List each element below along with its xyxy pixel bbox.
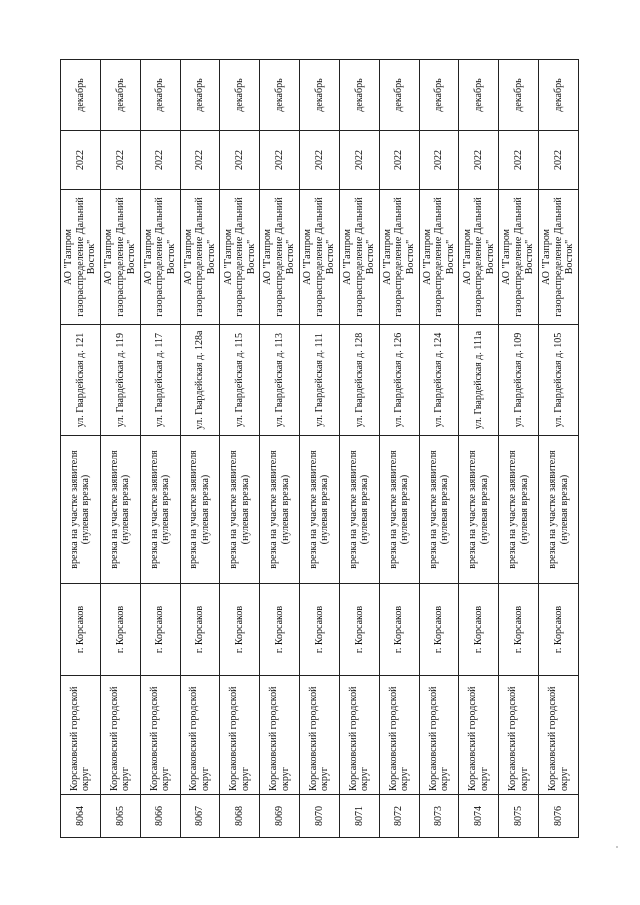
- gas-connection-table: [60, 59, 579, 838]
- district-cell: Корсаковский городской округ: [300, 676, 340, 795]
- month-cell: декабрь: [459, 60, 499, 131]
- organization-cell: АО "Газпром газораспределение Дальний Восток": [459, 190, 499, 325]
- month-cell: декабрь: [339, 60, 379, 131]
- district-cell: Корсаковский городской округ: [180, 676, 220, 795]
- row-number-cell: 8064: [61, 795, 101, 838]
- row-number-cell: 8068: [220, 795, 260, 838]
- month-cell: декабрь: [220, 60, 260, 131]
- work-type-cell: врезка на участке заявителя (нулевая врезка): [499, 436, 539, 584]
- month-cell: декабрь: [260, 60, 300, 131]
- district-cell: Корсаковский городской округ: [499, 676, 539, 795]
- address-cell: ул. Гвардейская д. 121: [61, 325, 101, 436]
- month-cell: декабрь: [180, 60, 220, 131]
- year-cell: 2022: [499, 131, 539, 190]
- row-number-cell: 8069: [260, 795, 300, 838]
- address-cell: ул. Гвардейская д. 124: [419, 325, 459, 436]
- address-cell: ул. Гвардейская д. 119: [100, 325, 140, 436]
- table-row: [379, 60, 419, 838]
- district-cell: Корсаковский городской округ: [260, 676, 300, 795]
- district-cell: Корсаковский городской округ: [220, 676, 260, 795]
- table-row: [61, 60, 101, 838]
- table-row: [180, 60, 220, 838]
- organization-cell: АО "Газпром газораспределение Дальний Восток": [260, 190, 300, 325]
- row-number-cell: 8076: [539, 795, 579, 838]
- row-number-cell: 8075: [499, 795, 539, 838]
- year-cell: 2022: [539, 131, 579, 190]
- organization-cell: АО "Газпром газораспределение Дальний Восток": [539, 190, 579, 325]
- address-cell: ул. Гвардейская д. 111: [300, 325, 340, 436]
- organization-cell: АО "Газпром газораспределение Дальний Восток": [140, 190, 180, 325]
- year-cell: 2022: [140, 131, 180, 190]
- address-cell: ул. Гвардейская д. 115: [220, 325, 260, 436]
- month-cell: декабрь: [499, 60, 539, 131]
- district-cell: Корсаковский городской округ: [419, 676, 459, 795]
- organization-cell: АО "Газпром газораспределение Дальний Восток": [220, 190, 260, 325]
- work-type-cell: врезка на участке заявителя (нулевая врезка): [180, 436, 220, 584]
- city-cell: г. Корсаков: [100, 584, 140, 676]
- year-cell: 2022: [339, 131, 379, 190]
- month-cell: декабрь: [100, 60, 140, 131]
- year-cell: 2022: [300, 131, 340, 190]
- organization-cell: АО "Газпром газораспределение Дальний Восток": [339, 190, 379, 325]
- address-cell: ул. Гвардейская д. 109: [499, 325, 539, 436]
- year-cell: 2022: [459, 131, 499, 190]
- address-cell: ул. Гвардейская д. 126: [379, 325, 419, 436]
- work-type-cell: врезка на участке заявителя (нулевая врезка): [260, 436, 300, 584]
- district-cell: Корсаковский городской округ: [379, 676, 419, 795]
- district-cell: Корсаковский городской округ: [61, 676, 101, 795]
- city-cell: г. Корсаков: [140, 584, 180, 676]
- table-sheet: [60, 60, 579, 838]
- organization-cell: АО "Газпром газораспределение Дальний Восток": [61, 190, 101, 325]
- city-cell: г. Корсаков: [180, 584, 220, 676]
- table-row: [339, 60, 379, 838]
- district-cell: Корсаковский городской округ: [539, 676, 579, 795]
- work-type-cell: врезка на участке заявителя (нулевая врезка): [220, 436, 260, 584]
- city-cell: г. Корсаков: [61, 584, 101, 676]
- organization-cell: АО "Газпром газораспределение Дальний Восток": [100, 190, 140, 325]
- table-row: [260, 60, 300, 838]
- month-cell: декабрь: [539, 60, 579, 131]
- year-cell: 2022: [419, 131, 459, 190]
- district-cell: Корсаковский городской округ: [459, 676, 499, 795]
- work-type-cell: врезка на участке заявителя (нулевая врезка): [300, 436, 340, 584]
- work-type-cell: врезка на участке заявителя (нулевая врезка): [339, 436, 379, 584]
- table-row: [499, 60, 539, 838]
- table-row: [300, 60, 340, 838]
- district-cell: Корсаковский городской округ: [140, 676, 180, 795]
- table-row: [140, 60, 180, 838]
- row-number-cell: 8066: [140, 795, 180, 838]
- address-cell: ул. Гвардейская д. 128а: [180, 325, 220, 436]
- address-cell: ул. Гвардейская д. 117: [140, 325, 180, 436]
- organization-cell: АО "Газпром газораспределение Дальний Восток": [300, 190, 340, 325]
- row-number-cell: 8072: [379, 795, 419, 838]
- organization-cell: АО "Газпром газораспределение Дальний Восток": [379, 190, 419, 325]
- organization-cell: АО "Газпром газораспределение Дальний Восток": [419, 190, 459, 325]
- month-cell: декабрь: [419, 60, 459, 131]
- row-number-cell: 8071: [339, 795, 379, 838]
- year-cell: 2022: [180, 131, 220, 190]
- month-cell: декабрь: [61, 60, 101, 131]
- row-number-cell: 8067: [180, 795, 220, 838]
- organization-cell: АО "Газпром газораспределение Дальний Восток": [499, 190, 539, 325]
- row-number-cell: 8070: [300, 795, 340, 838]
- city-cell: г. Корсаков: [220, 584, 260, 676]
- city-cell: г. Корсаков: [379, 584, 419, 676]
- city-cell: г. Корсаков: [459, 584, 499, 676]
- district-cell: Корсаковский городской округ: [100, 676, 140, 795]
- address-cell: ул. Гвардейская д. 113: [260, 325, 300, 436]
- year-cell: 2022: [61, 131, 101, 190]
- row-number-cell: 8073: [419, 795, 459, 838]
- table-body: [61, 60, 579, 838]
- year-cell: 2022: [220, 131, 260, 190]
- year-cell: 2022: [379, 131, 419, 190]
- city-cell: г. Корсаков: [260, 584, 300, 676]
- table-row: [459, 60, 499, 838]
- scan-speck: [616, 846, 618, 848]
- city-cell: г. Корсаков: [539, 584, 579, 676]
- table-row: [100, 60, 140, 838]
- rotated-table-wrapper: [60, 60, 579, 838]
- work-type-cell: врезка на участке заявителя (нулевая врезка): [61, 436, 101, 584]
- address-cell: ул. Гвардейская д. 128: [339, 325, 379, 436]
- month-cell: декабрь: [300, 60, 340, 131]
- work-type-cell: врезка на участке заявителя (нулевая врезка): [539, 436, 579, 584]
- month-cell: декабрь: [379, 60, 419, 131]
- table-row: [539, 60, 579, 838]
- work-type-cell: врезка на участке заявителя (нулевая врезка): [379, 436, 419, 584]
- city-cell: г. Корсаков: [499, 584, 539, 676]
- district-cell: Корсаковский городской округ: [339, 676, 379, 795]
- work-type-cell: врезка на участке заявителя (нулевая врезка): [419, 436, 459, 584]
- year-cell: 2022: [100, 131, 140, 190]
- month-cell: декабрь: [140, 60, 180, 131]
- city-cell: г. Корсаков: [419, 584, 459, 676]
- table-row: [220, 60, 260, 838]
- row-number-cell: 8074: [459, 795, 499, 838]
- year-cell: 2022: [260, 131, 300, 190]
- work-type-cell: врезка на участке заявителя (нулевая врезка): [459, 436, 499, 584]
- organization-cell: АО "Газпром газораспределение Дальний Восток": [180, 190, 220, 325]
- work-type-cell: врезка на участке заявителя (нулевая врезка): [140, 436, 180, 584]
- work-type-cell: врезка на участке заявителя (нулевая врезка): [100, 436, 140, 584]
- city-cell: г. Корсаков: [339, 584, 379, 676]
- address-cell: ул. Гвардейская д. 105: [539, 325, 579, 436]
- table-row: [419, 60, 459, 838]
- city-cell: г. Корсаков: [300, 584, 340, 676]
- address-cell: ул. Гвардейская д. 111а: [459, 325, 499, 436]
- row-number-cell: 8065: [100, 795, 140, 838]
